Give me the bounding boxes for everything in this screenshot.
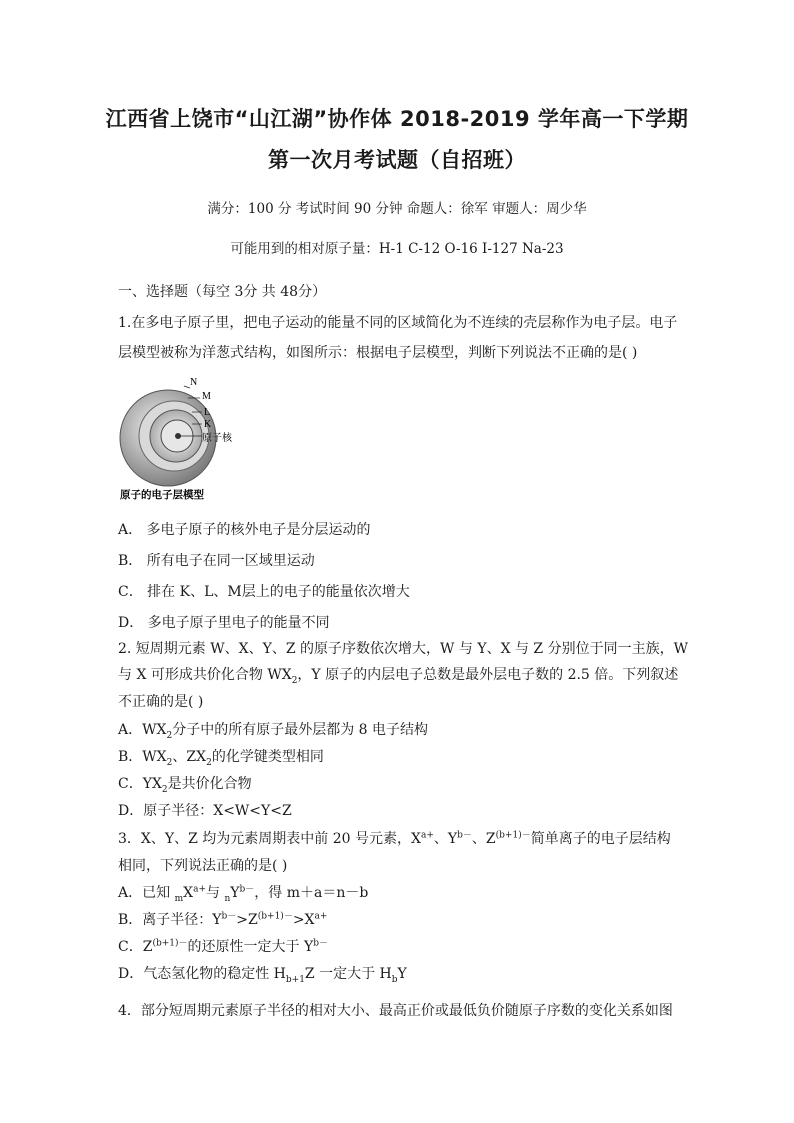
q1-option-d: D． 多电子原子里电子的能量不同 [118,615,330,631]
label-m: M [202,391,211,402]
label-l: L [204,407,211,418]
label-n: N [190,377,198,388]
q2-option-b: B．$WX_2$、$ZX_2$的化学键类型相同 [118,749,324,768]
q1-stem-line-2: 层模型被称为洋葱式结构，如图所示：根据电子层模型，判断下列说法不正确的是( ) [118,345,638,361]
q2-stem-line-1: 2. 短周期元素 W、X、Y、Z 的原子序数依次增大，W 与 Y、X 与 Z 分别位于同一主族，W [118,641,688,657]
electron-shell-figure [118,374,248,504]
q3-option-b: B．离子半径：$Y^{b-}>Z^{(b+1)-}>X^{a+}$ [118,911,328,928]
q3-option-a: A．已知 $_mX^{a+}$与 $_nY^{b-}$，得 m＋a＝n－b [118,884,369,904]
q2-stem-line-3: 不正确的是( ) [118,694,204,710]
q2-option-d: D．原子半径：X<W<Y<Z [118,803,292,819]
q1-option-b: B． 所有电子在同一区域里运动 [118,553,315,569]
label-nucleus: 原子核 [202,433,232,444]
q3-option-c: C．$Z^{(b+1)-}$的还原性一定大于 $Y^{b-}$ [118,938,328,955]
q3-stem-line-2: 相同，下列说法正确的是( ) [118,858,288,874]
q2-option-a: A．$WX_2$分子中的所有原子最外层都为 8 电子结构 [118,722,429,741]
q3-option-d: D．气态氢化物的稳定性 $H_{b+1}Z$ 一定大于 $H_bY$ [118,966,407,985]
q1-option-a: A． 多电子原子的核外电子是分层运动的 [118,522,371,538]
title-line-1: 江西省上饶市“山江湖”协作体 2018-2019 学年高一下学期 [105,107,689,131]
q1-stem-line-1: 1.在多电子原子里，把电子运动的能量不同的区域简化为不连续的壳层称作为电子层。电子 [118,315,678,331]
section-heading: 一、选择题（每空 3分 共 48分） [118,284,327,300]
title-line-2: 第一次月考试题（自招班） [268,148,526,172]
exam-info: 满分：100 分 考试时间 90 分钟 命题人：徐军 审题人：周少华 [207,201,587,217]
q2-option-c: C．$YX_2$是共价化合物 [118,776,252,795]
atomic-masses: 可能用到的相对原子量：H-1 C-12 O-16 I-127 Na-23 [230,241,564,257]
q1-option-c: C． 排在 K、L、M层上的电子的能量依次增大 [118,584,410,600]
label-k: K [204,419,212,430]
q3-stem-line-1: 3．X、Y、Z 均为元素周期表中前 20 号元素，$X^{a+}$、$Y^{b-}$、$Z^{(b+1)-}$简单离子的电子层结构 [118,830,671,847]
q2-stem-line-2: 与 X 可形成共价化合物 $WX_2$，Y 原子的内层电子总数是最外层电子数的 2.5 倍。下列叙述 [118,667,679,686]
figure-caption: 原子的电子层模型 [120,489,204,501]
q4-stem-line-1: 4．部分短周期元素原子半径的相对大小、最高正价或最低负价随原子序数的变化关系如图 [118,1003,673,1019]
